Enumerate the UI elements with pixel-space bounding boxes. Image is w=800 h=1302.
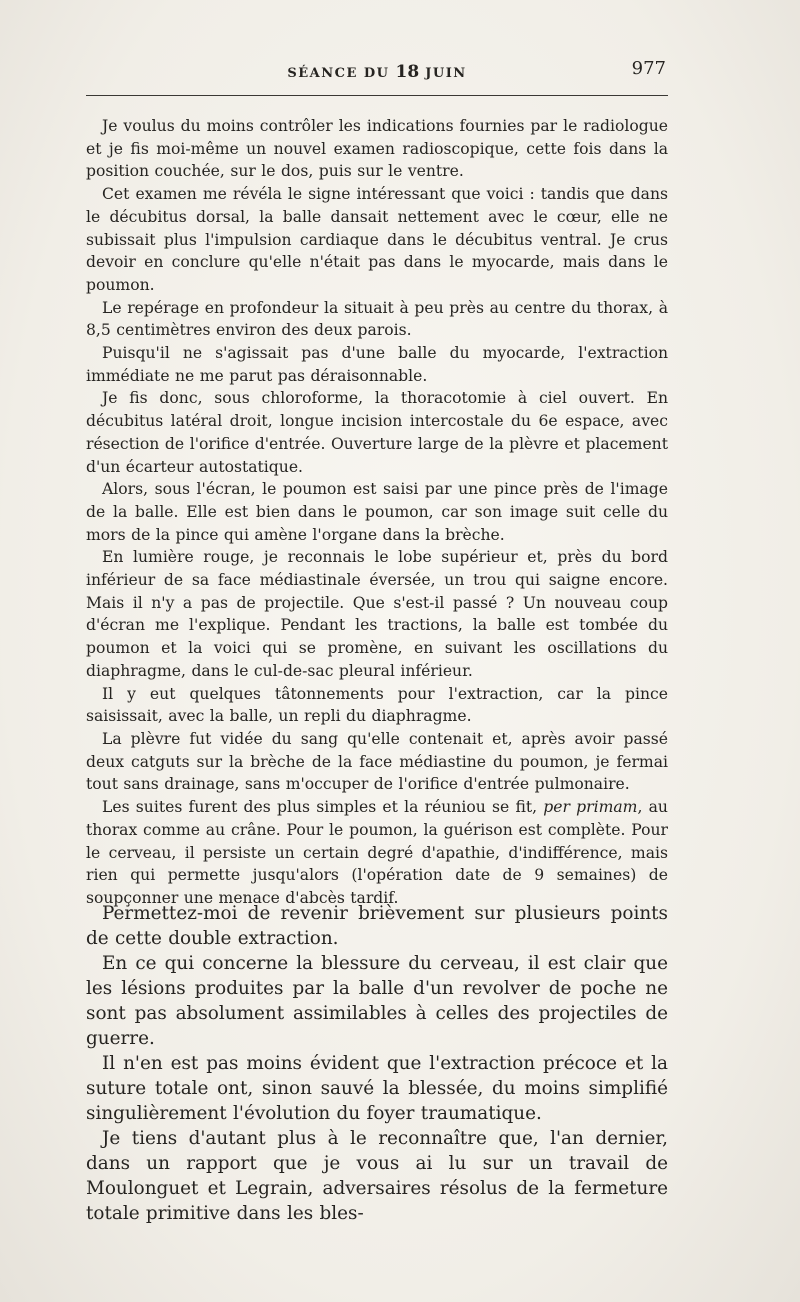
outcome-text-start: Les suites furent des plus simples et la réuniou se fit, <box>102 798 544 817</box>
paragraph: Il n'en est pas moins évident que l'extraction précoce et la suture totale ont, sinon sauvé la blessée, du moins simplifié singulièrement l'évolution du foyer traumatique. <box>86 1053 668 1124</box>
paragraph: Alors, sous l'écran, le poumon est saisi par une pince près de l'image de la balle. Elle est bien dans le poumon, car son image suit celle du mors de la pince qui amène l'organe dans la brèche. <box>86 480 668 544</box>
outcome-text-end: , au thorax comme au crâne. Pour le poumon, la guérison est complète. Pour le cerveau, il persiste un certain degré d'apathie, d'indifférence, mais rien qui permette jusqu'alors (l'opération date de 9 semaines) de soupçonner une menace d'abcès tardif. <box>86 798 668 907</box>
discussion-text <box>86 901 668 1226</box>
paragraph: Cet examen me révéla le signe intéressant que voici : tandis que dans le décubitus dorsal, la balle dansait nettement avec le cœur, elle ne subissait plus l'impulsion cardiaque dans le décubitus ventral. Je crus devoir en conclure qu'elle n'était pas dans le myocarde, mais dans le poumon. <box>86 185 668 294</box>
paragraph-outcome <box>86 796 668 910</box>
paragraph: La plèvre fut vidée du sang qu'elle contenait et, après avoir passé deux catguts sur la brèche de la face médiastine du poumon, je fermai tout sans drainage, sans m'occuper de l'orifice d'entrée pulmonaire. <box>86 729 668 794</box>
page-header <box>86 58 668 86</box>
paragraph: Puisqu'il ne s'agissait pas d'une balle du myocarde, l'extraction immédiate ne me parut pas déraisonnable. <box>86 344 668 385</box>
paragraph: Permettez-moi de revenir brièvement sur plusieurs points de cette double extraction. <box>86 903 668 949</box>
page-number: 977 <box>631 58 666 79</box>
paragraph: En ce qui concerne la blessure du cerveau, il est clair que les lésions produites par la balle d'un revolver de poche ne sont pas absolument assimilables à celles des projectiles de guerre. <box>86 953 668 1049</box>
header-rule <box>86 95 668 96</box>
running-head-suffix: JUIN <box>419 66 467 81</box>
running-head-prefix: SÉANCE DU <box>287 66 396 81</box>
paragraph: Je voulus du moins contrôler les indications fournies par le radiologue et je fis moi-même un nouvel examen radioscopique, cette fois dans la position couchée, sur le dos, puis sur le ventre. <box>86 117 668 181</box>
running-head <box>86 62 668 82</box>
paragraph: Il y eut quelques tâtonnements pour l'extraction, car la pince saisissait, avec la balle, un repli du diaphragme. <box>86 684 668 726</box>
case-report-text <box>86 115 668 910</box>
paragraph: Le repérage en profondeur la situait à peu près au centre du thorax, à 8,5 centimètres environ des deux parois. <box>86 298 668 340</box>
paragraph: Je fis donc, sous chloroforme, la thoracotomie à ciel ouvert. En décubitus latéral droit, longue incision intercostale du 6e espace, avec résection de l'orifice d'entrée. Ouverture large de la plèvre et placement d'un écarteur autostatique. <box>86 389 668 476</box>
outcome-latin-term: per primam <box>543 798 638 817</box>
running-head-day: 18 <box>395 62 420 82</box>
paragraph: En lumière rouge, je reconnais le lobe supérieur et, près du bord inférieur de sa face médiastinale éversée, un trou qui saigne encore. Mais il n'y a pas de projectile. Que s'est-il passé ? Un nouveau coup d'écran me l'explique. Pendant les tractions, la balle est tombée du poumon et la voici qui se promène, en suivant les oscillations du diaphragme, dans le cul-de-sac pleural inférieur. <box>86 548 668 680</box>
paragraph: Je tiens d'autant plus à le reconnaître que, l'an dernier, dans un rapport que je vous ai lu sur un travail de Moulonguet et Legrain, adversaires résolus de la fermeture totale primitive dans les bles- <box>86 1128 668 1224</box>
